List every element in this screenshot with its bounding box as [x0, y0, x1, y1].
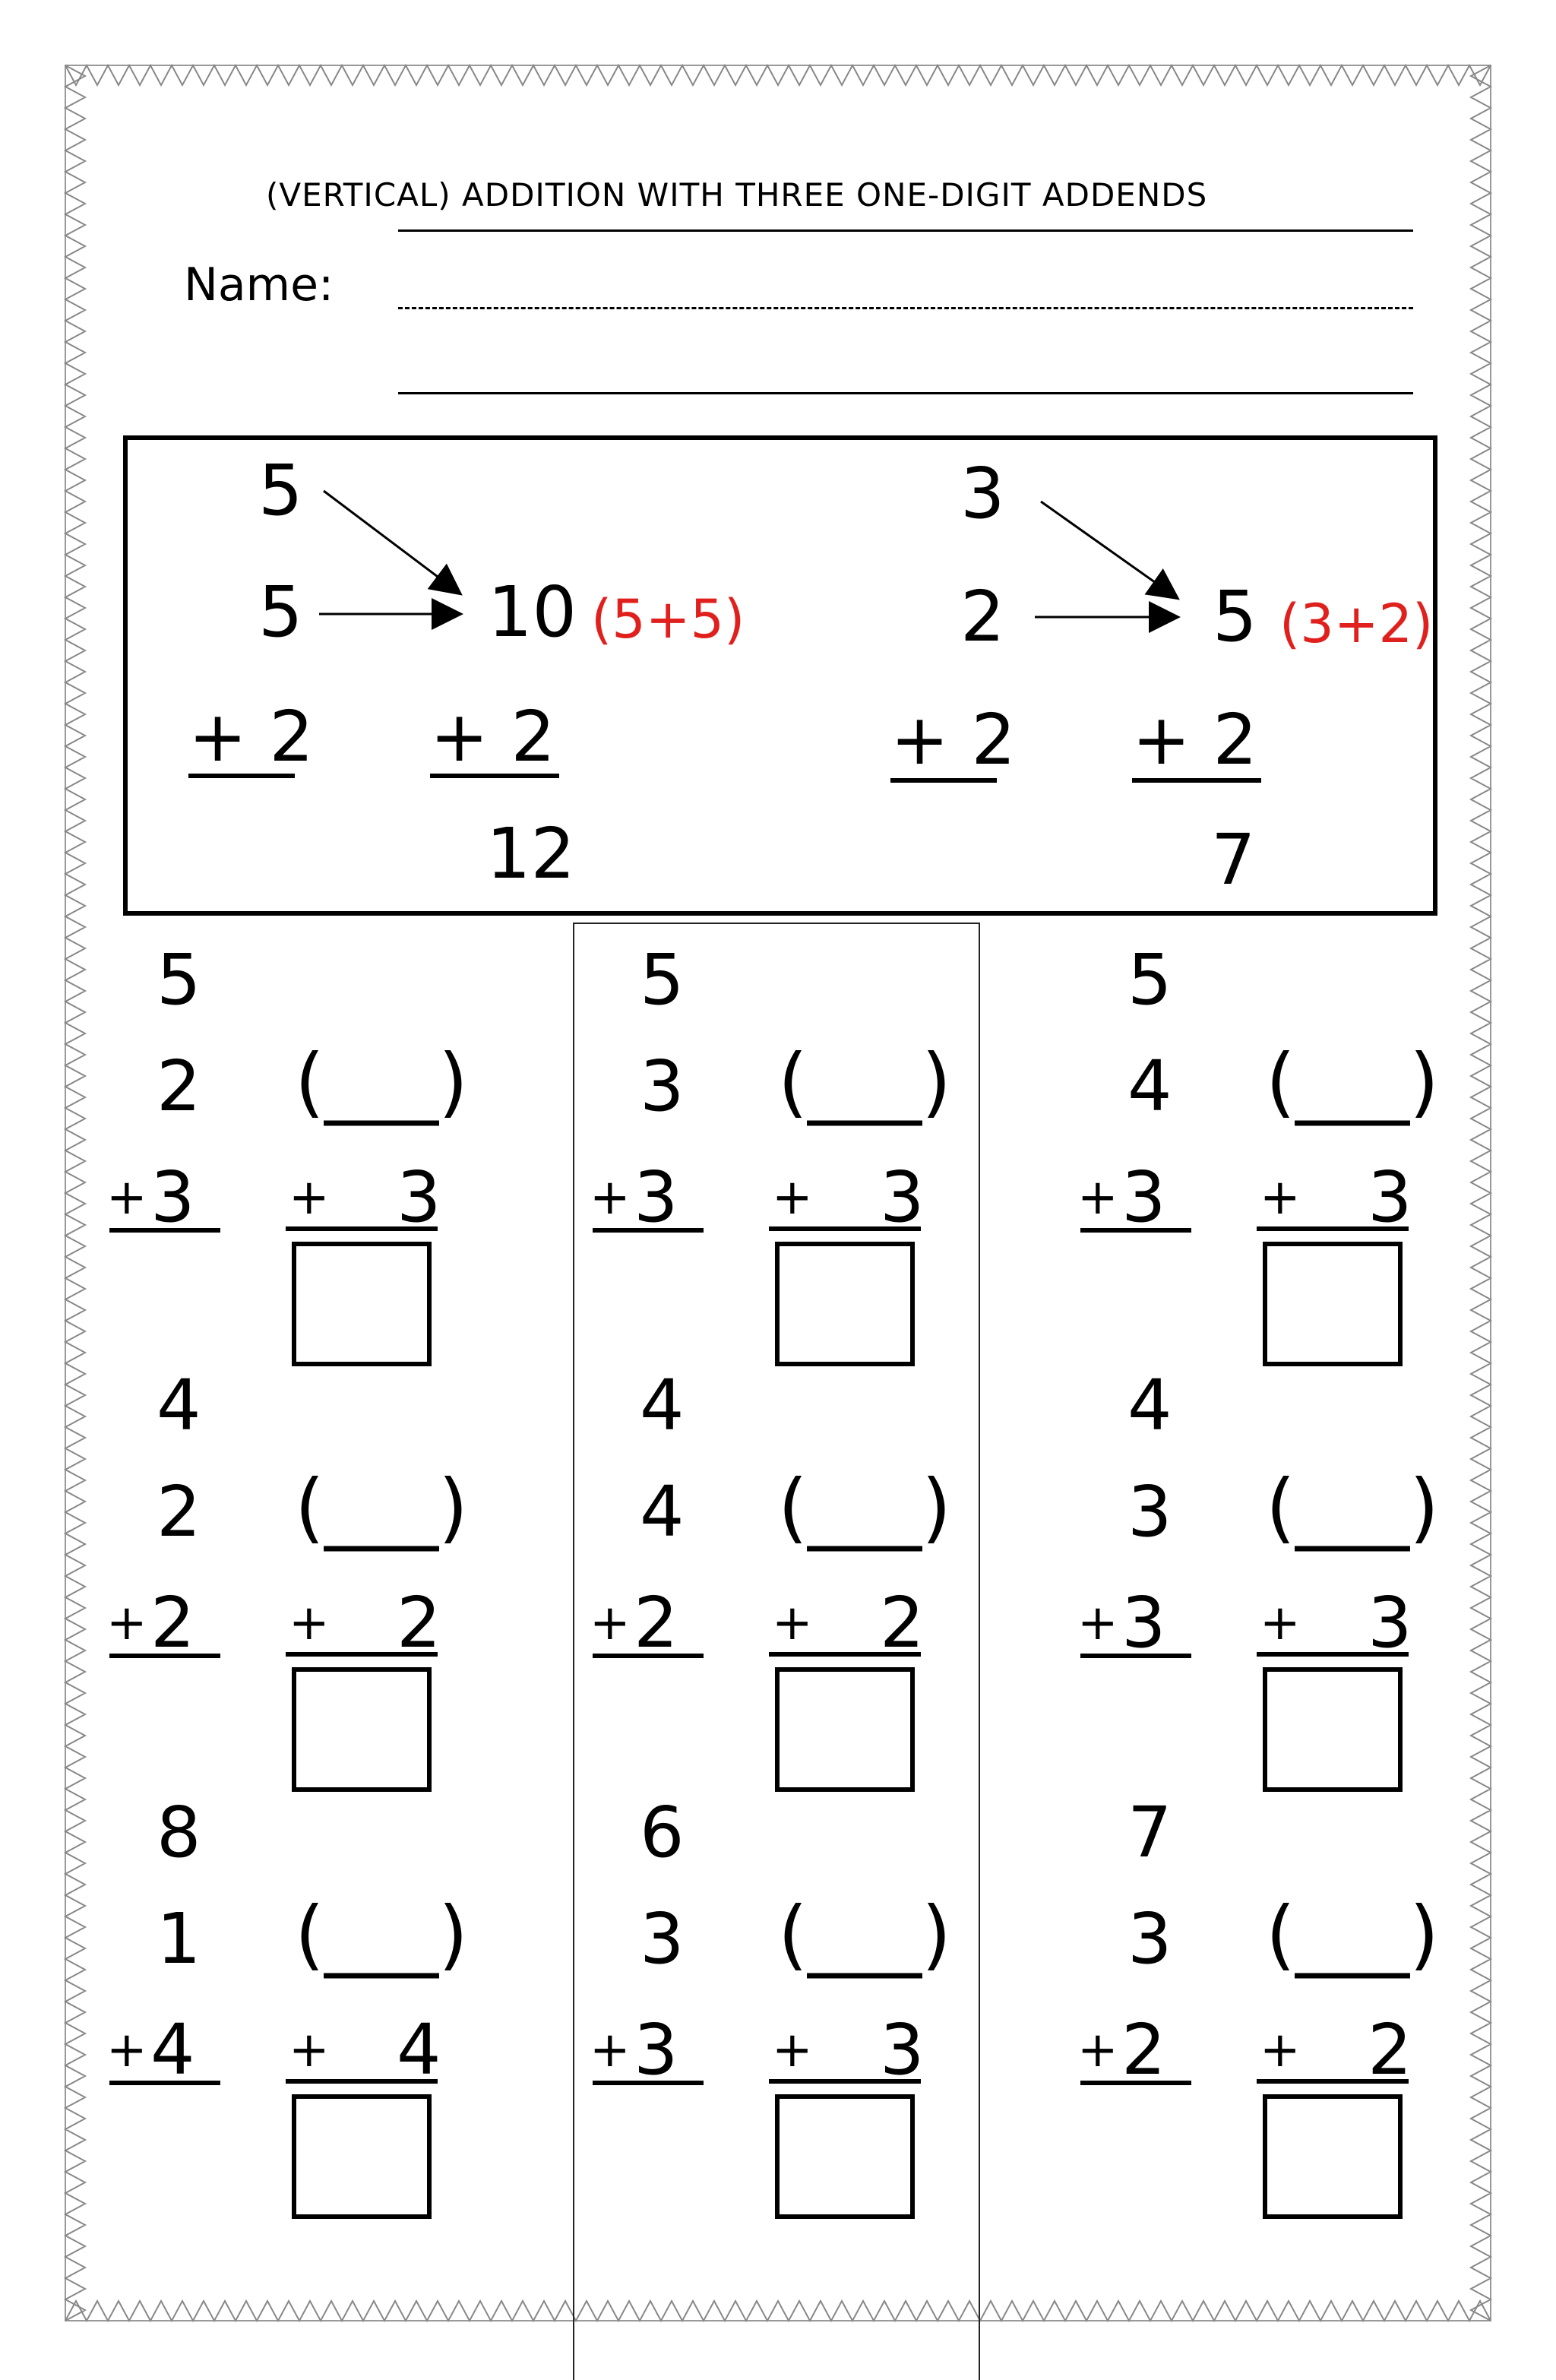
problem-c2-r1-left-bar: [593, 1228, 704, 1233]
example-2-sum: 7: [1211, 819, 1256, 900]
problem-c2-r3-addend-b: 3: [640, 1898, 685, 1980]
problem-c2-r2-right-bar: [769, 1652, 921, 1657]
problem-c2-r2-answer-box[interactable]: [775, 1667, 915, 1792]
example-1-addend-c: + 2: [188, 696, 314, 777]
problem-c3-r3-addend-c-repeat: 2: [1368, 2009, 1412, 2090]
problem-c1-r3-partial-blank[interactable]: (___): [295, 1890, 469, 1979]
problem-c2-r1-plus-left: +: [590, 1169, 631, 1226]
problem-c1-r2-addend-c-repeat: 2: [397, 1582, 441, 1663]
problem-c1-r1-answer-box[interactable]: [292, 1242, 432, 1366]
problem-c3-r3-addend-a: 7: [1127, 1792, 1172, 1873]
problem-c3-r2-partial-blank[interactable]: (___): [1266, 1463, 1440, 1552]
example-1-diagonal-arrow: [324, 491, 459, 593]
problem-c1-r1-right-bar: [286, 1226, 438, 1231]
example-2-partial-note: (3+2): [1279, 593, 1434, 655]
problem-c1-r2-plus-right: +: [289, 1595, 330, 1651]
problem-c2-r2-partial-blank[interactable]: (___): [778, 1463, 952, 1552]
problem-c3-r1-plus-left: +: [1077, 1169, 1118, 1226]
example-1-addend-a: 5: [258, 450, 303, 531]
example-1-addend-b: 5: [258, 571, 303, 653]
problem-c2-r2-addend-a: 4: [640, 1365, 685, 1446]
problem-c1-r1-plus-right: +: [289, 1169, 330, 1226]
problem-c1-r2-partial-blank[interactable]: (___): [295, 1463, 469, 1552]
problem-c1-r2-right-bar: [286, 1652, 438, 1657]
problem-c3-r3-partial-blank[interactable]: (___): [1266, 1890, 1440, 1979]
problem-c1-r3-right-bar: [286, 2079, 438, 2084]
problem-c1-r2-left-bar: [109, 1654, 220, 1658]
problem-c2-r2-addend-c-repeat: 2: [880, 1582, 925, 1663]
problem-c2-r2-addend-b: 4: [640, 1471, 685, 1552]
problem-c2-r3-partial-blank[interactable]: (___): [778, 1890, 952, 1979]
problem-c1-r3-left-bar: [109, 2081, 220, 2085]
problem-c1-r2-addend-c: 2: [150, 1582, 195, 1663]
problem-c2-r2-left-bar: [593, 1654, 704, 1658]
example-1-addend-c-repeat: + 2: [430, 696, 555, 777]
problem-c1-r2-answer-box[interactable]: [292, 1667, 432, 1792]
problem-c3-r2-answer-box[interactable]: [1263, 1667, 1403, 1792]
problem-c1-r2-addend-b: 2: [157, 1471, 201, 1552]
problem-c1-r3-addend-b: 1: [157, 1898, 201, 1980]
problem-c1-r1-addend-c-repeat: 3: [397, 1157, 441, 1238]
problem-c3-r2-addend-a: 4: [1127, 1365, 1172, 1446]
problem-c3-r2-plus-right: +: [1260, 1595, 1301, 1651]
example-2-diagonal-arrow: [1041, 502, 1176, 597]
problem-c3-r2-addend-b: 3: [1127, 1471, 1172, 1552]
problem-c1-r1-addend-c: 3: [150, 1157, 195, 1238]
example-arrows: [0, 0, 1556, 927]
problem-c2-r3-answer-box[interactable]: [775, 2094, 915, 2219]
problem-c1-r1-plus-left: +: [106, 1169, 147, 1226]
problem-c3-r1-addend-b: 4: [1127, 1046, 1172, 1127]
problem-c1-r3-plus-right: +: [289, 2022, 330, 2078]
problem-c2-r2-plus-left: +: [590, 1595, 631, 1651]
problem-c1-r1-partial-blank[interactable]: (___): [295, 1037, 469, 1126]
problem-c3-r3-right-bar: [1257, 2079, 1409, 2084]
worksheet-title: (VERTICAL) ADDITION WITH THREE ONE-DIGIT ADDENDS: [266, 176, 1208, 214]
problem-c2-r3-addend-c: 3: [634, 2009, 678, 2090]
example-1-sum: 12: [486, 813, 576, 894]
problem-c2-r3-plus-right: +: [772, 2022, 813, 2078]
problem-c3-r2-left-bar: [1080, 1654, 1191, 1658]
problem-c3-r1-left-bar: [1080, 1228, 1191, 1233]
problem-c3-r2-addend-c: 3: [1121, 1582, 1166, 1663]
problem-c2-r1-addend-c-repeat: 3: [880, 1157, 925, 1238]
problem-c3-r1-addend-a: 5: [1127, 939, 1172, 1021]
problem-c3-r3-left-bar: [1080, 2081, 1191, 2085]
problem-c3-r3-plus-left: +: [1077, 2022, 1118, 2078]
problem-c3-r2-right-bar: [1257, 1652, 1409, 1657]
problem-c3-r1-partial-blank[interactable]: (___): [1266, 1037, 1440, 1126]
problem-c2-r3-plus-left: +: [590, 2022, 631, 2078]
example-2-addend-a: 3: [960, 453, 1005, 534]
name-label: Name:: [184, 258, 334, 312]
problem-c2-r1-partial-blank[interactable]: (___): [778, 1037, 952, 1126]
problem-c3-r3-addend-b: 3: [1127, 1898, 1172, 1980]
problem-c1-r2-plus-left: +: [106, 1595, 147, 1651]
problem-c2-r1-addend-b: 3: [640, 1046, 685, 1127]
problem-c2-r2-addend-c: 2: [634, 1582, 678, 1663]
problem-c3-r2-addend-c-repeat: 3: [1368, 1582, 1412, 1663]
problem-c2-r1-right-bar: [769, 1226, 921, 1231]
problem-c2-r1-addend-a: 5: [640, 939, 685, 1021]
problem-c3-r1-addend-c-repeat: 3: [1368, 1157, 1412, 1238]
problem-c3-r1-addend-c: 3: [1121, 1157, 1166, 1238]
example-2-addend-b: 2: [960, 576, 1005, 657]
problem-c2-r2-plus-right: +: [772, 1595, 813, 1651]
problem-c1-r1-left-bar: [109, 1228, 220, 1233]
example-2-addend-c-repeat: + 2: [1132, 699, 1257, 780]
problem-c2-r1-answer-box[interactable]: [775, 1242, 915, 1366]
problem-c1-r1-addend-a: 5: [157, 939, 201, 1021]
example-2-addend-c: + 2: [890, 699, 1016, 780]
problem-c3-r1-right-bar: [1257, 1226, 1409, 1231]
problem-c2-r3-left-bar: [593, 2081, 704, 2085]
problem-c3-r3-answer-box[interactable]: [1263, 2094, 1403, 2219]
problem-c2-r1-plus-right: +: [772, 1169, 813, 1226]
problem-c2-r3-addend-c-repeat: 3: [880, 2009, 925, 2090]
problem-c2-r1-addend-c: 3: [634, 1157, 678, 1238]
example-2-partial-sum: 5: [1213, 576, 1257, 657]
problem-c1-r3-addend-c-repeat: 4: [397, 2009, 441, 2090]
problem-c3-r3-plus-right: +: [1260, 2022, 1301, 2078]
problem-c1-r3-addend-c: 4: [150, 2009, 195, 2090]
problem-c1-r3-plus-left: +: [106, 2022, 147, 2078]
problem-c3-r2-plus-left: +: [1077, 1595, 1118, 1651]
problem-c1-r1-addend-b: 2: [157, 1046, 201, 1127]
example-1-partial-note: (5+5): [591, 588, 745, 650]
problem-c3-r1-plus-right: +: [1260, 1169, 1301, 1226]
problem-c1-r3-addend-a: 8: [157, 1792, 201, 1873]
problem-c3-r1-answer-box[interactable]: [1263, 1242, 1403, 1366]
problem-c1-r3-answer-box[interactable]: [292, 2094, 432, 2219]
problem-c3-r3-addend-c: 2: [1121, 2009, 1166, 2090]
example-1-partial-sum: 10: [488, 571, 577, 653]
problem-c2-r3-right-bar: [769, 2079, 921, 2084]
problem-c2-r3-addend-a: 6: [640, 1792, 685, 1873]
problem-c1-r2-addend-a: 4: [157, 1365, 201, 1446]
